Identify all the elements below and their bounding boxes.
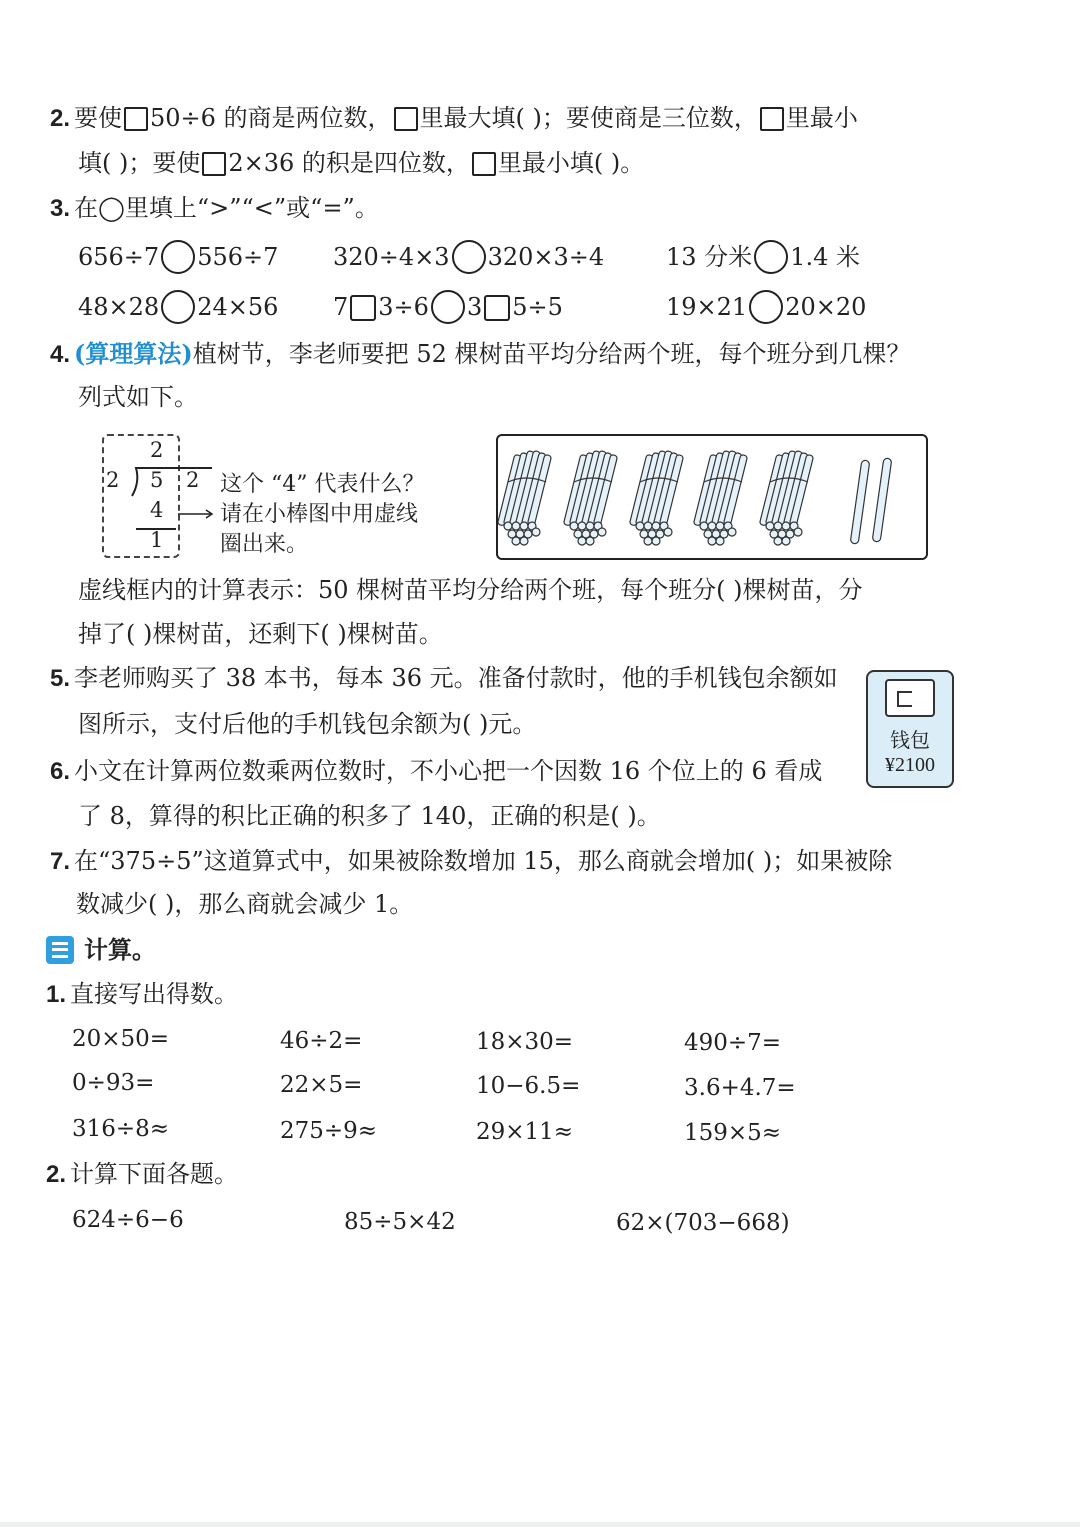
q4-note-3: 圈出来。 [220,532,309,557]
dividend-tens: 5 [150,468,164,492]
q4-line2: 列式如下。 [78,383,198,411]
q5-line1: 5. 李老师购买了 38 本书，每本 36 元。准备付款时，他的手机钱包余额如 [50,664,838,692]
calc-item: 159×5≈ [684,1120,782,1146]
blank-box[interactable] [350,295,376,321]
q7-line2: 数减少( )，那么商就会减少 1。 [76,890,414,918]
calc-item: 29×11≈ [476,1119,574,1145]
dividend-ones: 2 [186,468,200,492]
q4-note-1: 这个 “4” 代表什么？ [220,472,425,497]
q6-line2: 了 8，算得的积比正确的积多了 140，正确的积是( )。 [78,802,661,830]
single-sticks [850,458,892,544]
q7-line1: 7. 在“375÷5”这道算式中，如果被除数增加 15，那么商就会增加( )；如果被除 [50,847,893,875]
quotient: 2 [150,438,164,462]
c2-title: 2. 计算下面各题。 [46,1160,239,1188]
blank-box[interactable] [394,107,418,131]
compare-circle[interactable] [749,290,783,324]
calc-problem: 62×(703−668) [616,1210,790,1236]
q4-line1: 4. (算理算法)植树节，李老师要把 52 棵树苗平均分给两个班，每个班分到几棵？ [50,339,911,368]
calc-item: 46÷2= [280,1028,363,1054]
q6-line1: 6. 小文在计算两位数乘两位数时，不小心把一个因数 16 个位上的 6 看成 [50,757,823,785]
q4-line3: 虚线框内的计算表示：50 棵树苗平均分给两个班，每个班分( )棵树苗，分 [78,576,863,604]
blank-box[interactable] [202,152,226,176]
subtrahend: 4 [150,498,164,522]
blank-box[interactable] [760,107,784,131]
blank-box[interactable] [472,152,496,176]
compare-circle[interactable] [452,240,486,274]
calc-item: 490÷7= [684,1030,782,1056]
blank-box[interactable] [124,107,148,131]
q4-line4: 掉了( )棵树苗，还剩下( )棵树苗。 [78,620,443,648]
calc-item: 20×50= [72,1026,170,1052]
calc-item: 18×30= [476,1029,574,1055]
compare-circle[interactable] [161,240,195,274]
q3-compare-2c: 19×21 20×20 [666,290,866,324]
wallet-icon [868,672,952,724]
stick-bundle [759,450,813,545]
wallet-card [866,670,954,788]
q3-compare-1b: 320÷4×3 320×3÷4 [333,240,604,274]
q3-compare-2b: 7 3÷6 3 5÷5 [333,290,563,324]
calc-problem: 624÷6−6 [72,1207,184,1233]
q3-instruction: 3. 在◯里填上“>”“<”或“=”。 [50,194,379,222]
calc-problem: 85÷5×42 [344,1209,456,1235]
wallet-label: 钱包 [890,728,930,752]
calc-item: 275÷9≈ [280,1118,378,1144]
calc-item: 22×5= [280,1072,363,1098]
calc-item: 10−6.5= [476,1073,581,1099]
section-title: 计算。 [84,935,156,964]
topic-tag: (算理算法) [74,339,193,368]
divisor: 2 [106,468,120,492]
q4-note-2: 请在小棒图中用虚线 [220,502,419,527]
q2-line1: 2. 要使 50÷6 的商是两位数， 里最大填( )；要使商是三位数， 里最小 [50,104,858,132]
sticks-picture[interactable] [496,434,928,560]
q2-number: 2. [50,105,71,132]
stick-bundle [563,450,617,545]
q2-line2: 填( )；要使 2×36 的积是四位数， 里最小填( )。 [78,149,645,177]
c1-title: 1. 直接写出得数。 [46,980,239,1008]
q5-line2: 图所示，支付后他的手机钱包余额为( )元。 [78,710,537,738]
blank-box[interactable] [484,295,510,321]
stick-bundle [629,450,683,545]
q3-compare-1a: 656÷7 556÷7 [78,240,278,274]
calc-item: 0÷93= [72,1070,155,1096]
compare-circle[interactable] [161,290,195,324]
stick-bundle [693,450,747,545]
q3-compare-2a: 48×28 24×56 [78,290,278,324]
compare-circle[interactable] [431,290,465,324]
page-bottom-edge [0,1522,1080,1527]
sticks-drawing [498,436,926,558]
remainder: 1 [150,528,164,552]
calc-item: 316÷8≈ [72,1116,170,1142]
q3-compare-1c: 13 分米 1.4 米 [666,240,860,274]
long-division [100,432,220,558]
calc-item: 3.6+4.7= [684,1075,796,1101]
section-three-icon [46,936,74,964]
compare-circle[interactable] [754,240,788,274]
wallet-amount: ¥2100 [885,754,935,776]
